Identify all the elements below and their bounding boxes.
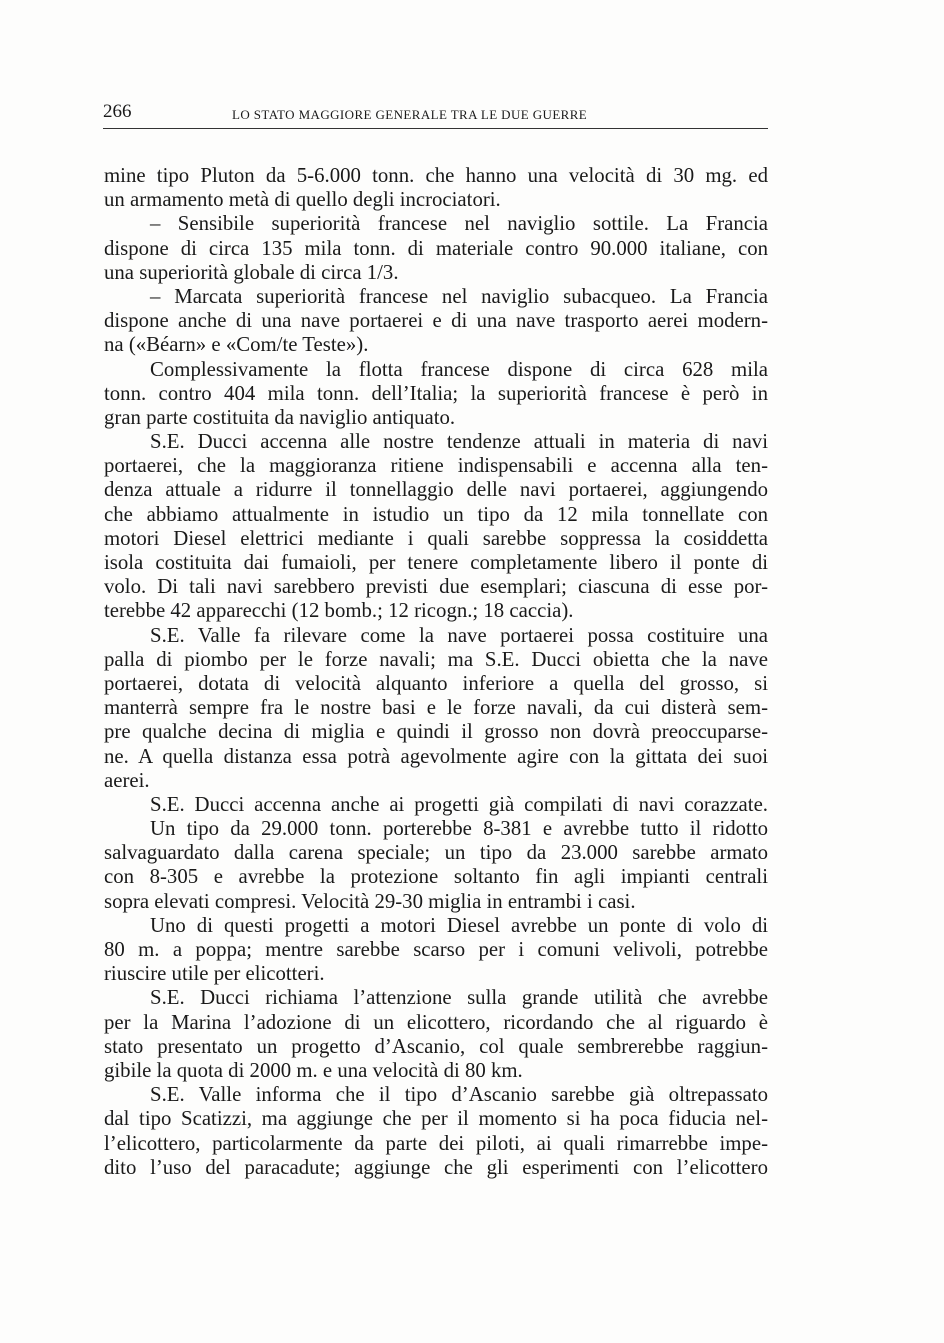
text-line: pre qualche decina di miglia e quindi il grosso non dovrà preoccuparse- [104, 720, 768, 744]
text-line: salvaguardato dalla carena speciale; un tipo da 23.000 sarebbe armato [104, 841, 768, 865]
text-line: S.E. Valle fa rilevare come la nave portaerei possa costituire una [150, 623, 768, 647]
text-line: palla di piombo per le forze navali; ma S.E. Ducci obietta che la nave [104, 647, 768, 671]
text-line: dispone di circa 135 mila tonn. di materiale contro 90.000 italiane, con [104, 236, 768, 260]
text-line: sopra elevati compresi. Velocità 29-30 miglia in entrambi i casi. [104, 889, 636, 913]
text-line: tonn. contro 404 mila tonn. dell’Italia; la superiorità francese è però in [104, 381, 768, 405]
text-line: terebbe 42 apparecchi (12 bomb.; 12 ricogn.; 18 caccia). [104, 599, 574, 623]
text-line: l’elicottero, particolarmente da parte dei piloti, ai quali rimarrebbe impe- [104, 1131, 768, 1155]
text-line: S.E. Ducci richiama l’attenzione sulla grande utilità che avrebbe [150, 986, 768, 1010]
text-line: Complessivamente la flotta francese dispone di circa 628 mila [150, 357, 768, 381]
text-line: mine tipo Pluton da 5-6.000 tonn. che hanno una velocità di 30 mg. ed [104, 164, 768, 187]
page-number: 266 [103, 101, 132, 122]
text-line: – Sensibile superiorità francese nel naviglio sottile. La Francia [150, 212, 768, 236]
text-line: dito l’uso del paracadute; aggiunge che gli esperimenti con l’elicottero [104, 1155, 768, 1179]
text-line: gibile la quota di 2000 m. e una velocità di 80 km. [104, 1058, 523, 1082]
text-line: denza attuale a ridurre il tonnellaggio delle navi portaerei, aggiungendo [104, 478, 768, 502]
text-line: ne. A quella distanza essa potrà agevolmente agire con la gittata dei suoi [104, 744, 768, 768]
text-line: stato presentato un progetto d’Ascanio, col quale sembrerebbe raggiun- [104, 1034, 768, 1058]
header-rule [103, 128, 768, 129]
running-title: LO STATO MAGGIORE GENERALE TRA LE DUE GUERRE [232, 107, 588, 122]
text-line: S.E. Ducci accenna anche ai progetti già compilati di navi corazzate. [150, 792, 768, 816]
text-line: na («Béarn» e «Com/te Teste»). [104, 333, 369, 357]
text-line: una superiorità globale di circa 1/3. [104, 260, 399, 284]
text-line: S.E. Ducci accenna alle nostre tendenze attuali in materia di navi [150, 430, 768, 454]
body-text [104, 164, 768, 1180]
text-line: – Marcata superiorità francese nel naviglio subacqueo. La Francia [150, 284, 768, 308]
text-line: S.E. Valle informa che il tipo d’Ascanio sarebbe già oltrepassato [150, 1083, 768, 1107]
text-line: riuscire utile per elicotteri. [104, 962, 325, 986]
text-line: portaerei, che la maggioranza ritiene indispensabili e accenna alla ten- [104, 454, 768, 478]
text-line: dispone anche di una nave portaerei e di una nave trasporto aerei modern- [104, 309, 768, 333]
text-line: volo. Di tali navi sarebbero previsti due esemplari; ciascuna di esse por- [104, 575, 768, 599]
text-line: con 8-305 e avrebbe la protezione soltanto fin agli impianti centrali [104, 865, 768, 889]
text-line: motori Diesel elettrici mediante i quali sarebbe soppressa la cosiddetta [104, 526, 768, 550]
text-line: per la Marina l’adozione di un elicottero, ricordando che al riguardo è [104, 1010, 768, 1034]
text-line: gran parte costituita da naviglio antiquato. [104, 405, 456, 429]
text-line: un armamento metà di quello degli incrociatori. [104, 188, 501, 212]
text-line: portaerei, dotata di velocità alquanto inferiore a quella del grosso, si [104, 671, 768, 695]
text-line: che abbiamo attualmente in istudio un tipo da 12 mila tonnellate con [104, 502, 768, 526]
text-line: dal tipo Scatizzi, ma aggiunge che per il momento si ha poca fiducia nel- [104, 1107, 768, 1131]
text-line: Un tipo da 29.000 tonn. porterebbe 8-381 e avrebbe tutto il ridotto [150, 817, 768, 841]
text-line: Uno di questi progetti a motori Diesel avrebbe un ponte di volo di [150, 913, 768, 937]
text-line: manterrà sempre fra le nostre basi e le forze navali, da cui disterà sem- [104, 696, 768, 720]
text-line: 80 m. a poppa; mentre sarebbe scarso per i comuni velivoli, potrebbe [104, 938, 768, 961]
text-line: isola costituita dai fumaioli, per tenere completamente libero il ponte di [104, 551, 768, 574]
text-line: aerei. [104, 768, 150, 792]
